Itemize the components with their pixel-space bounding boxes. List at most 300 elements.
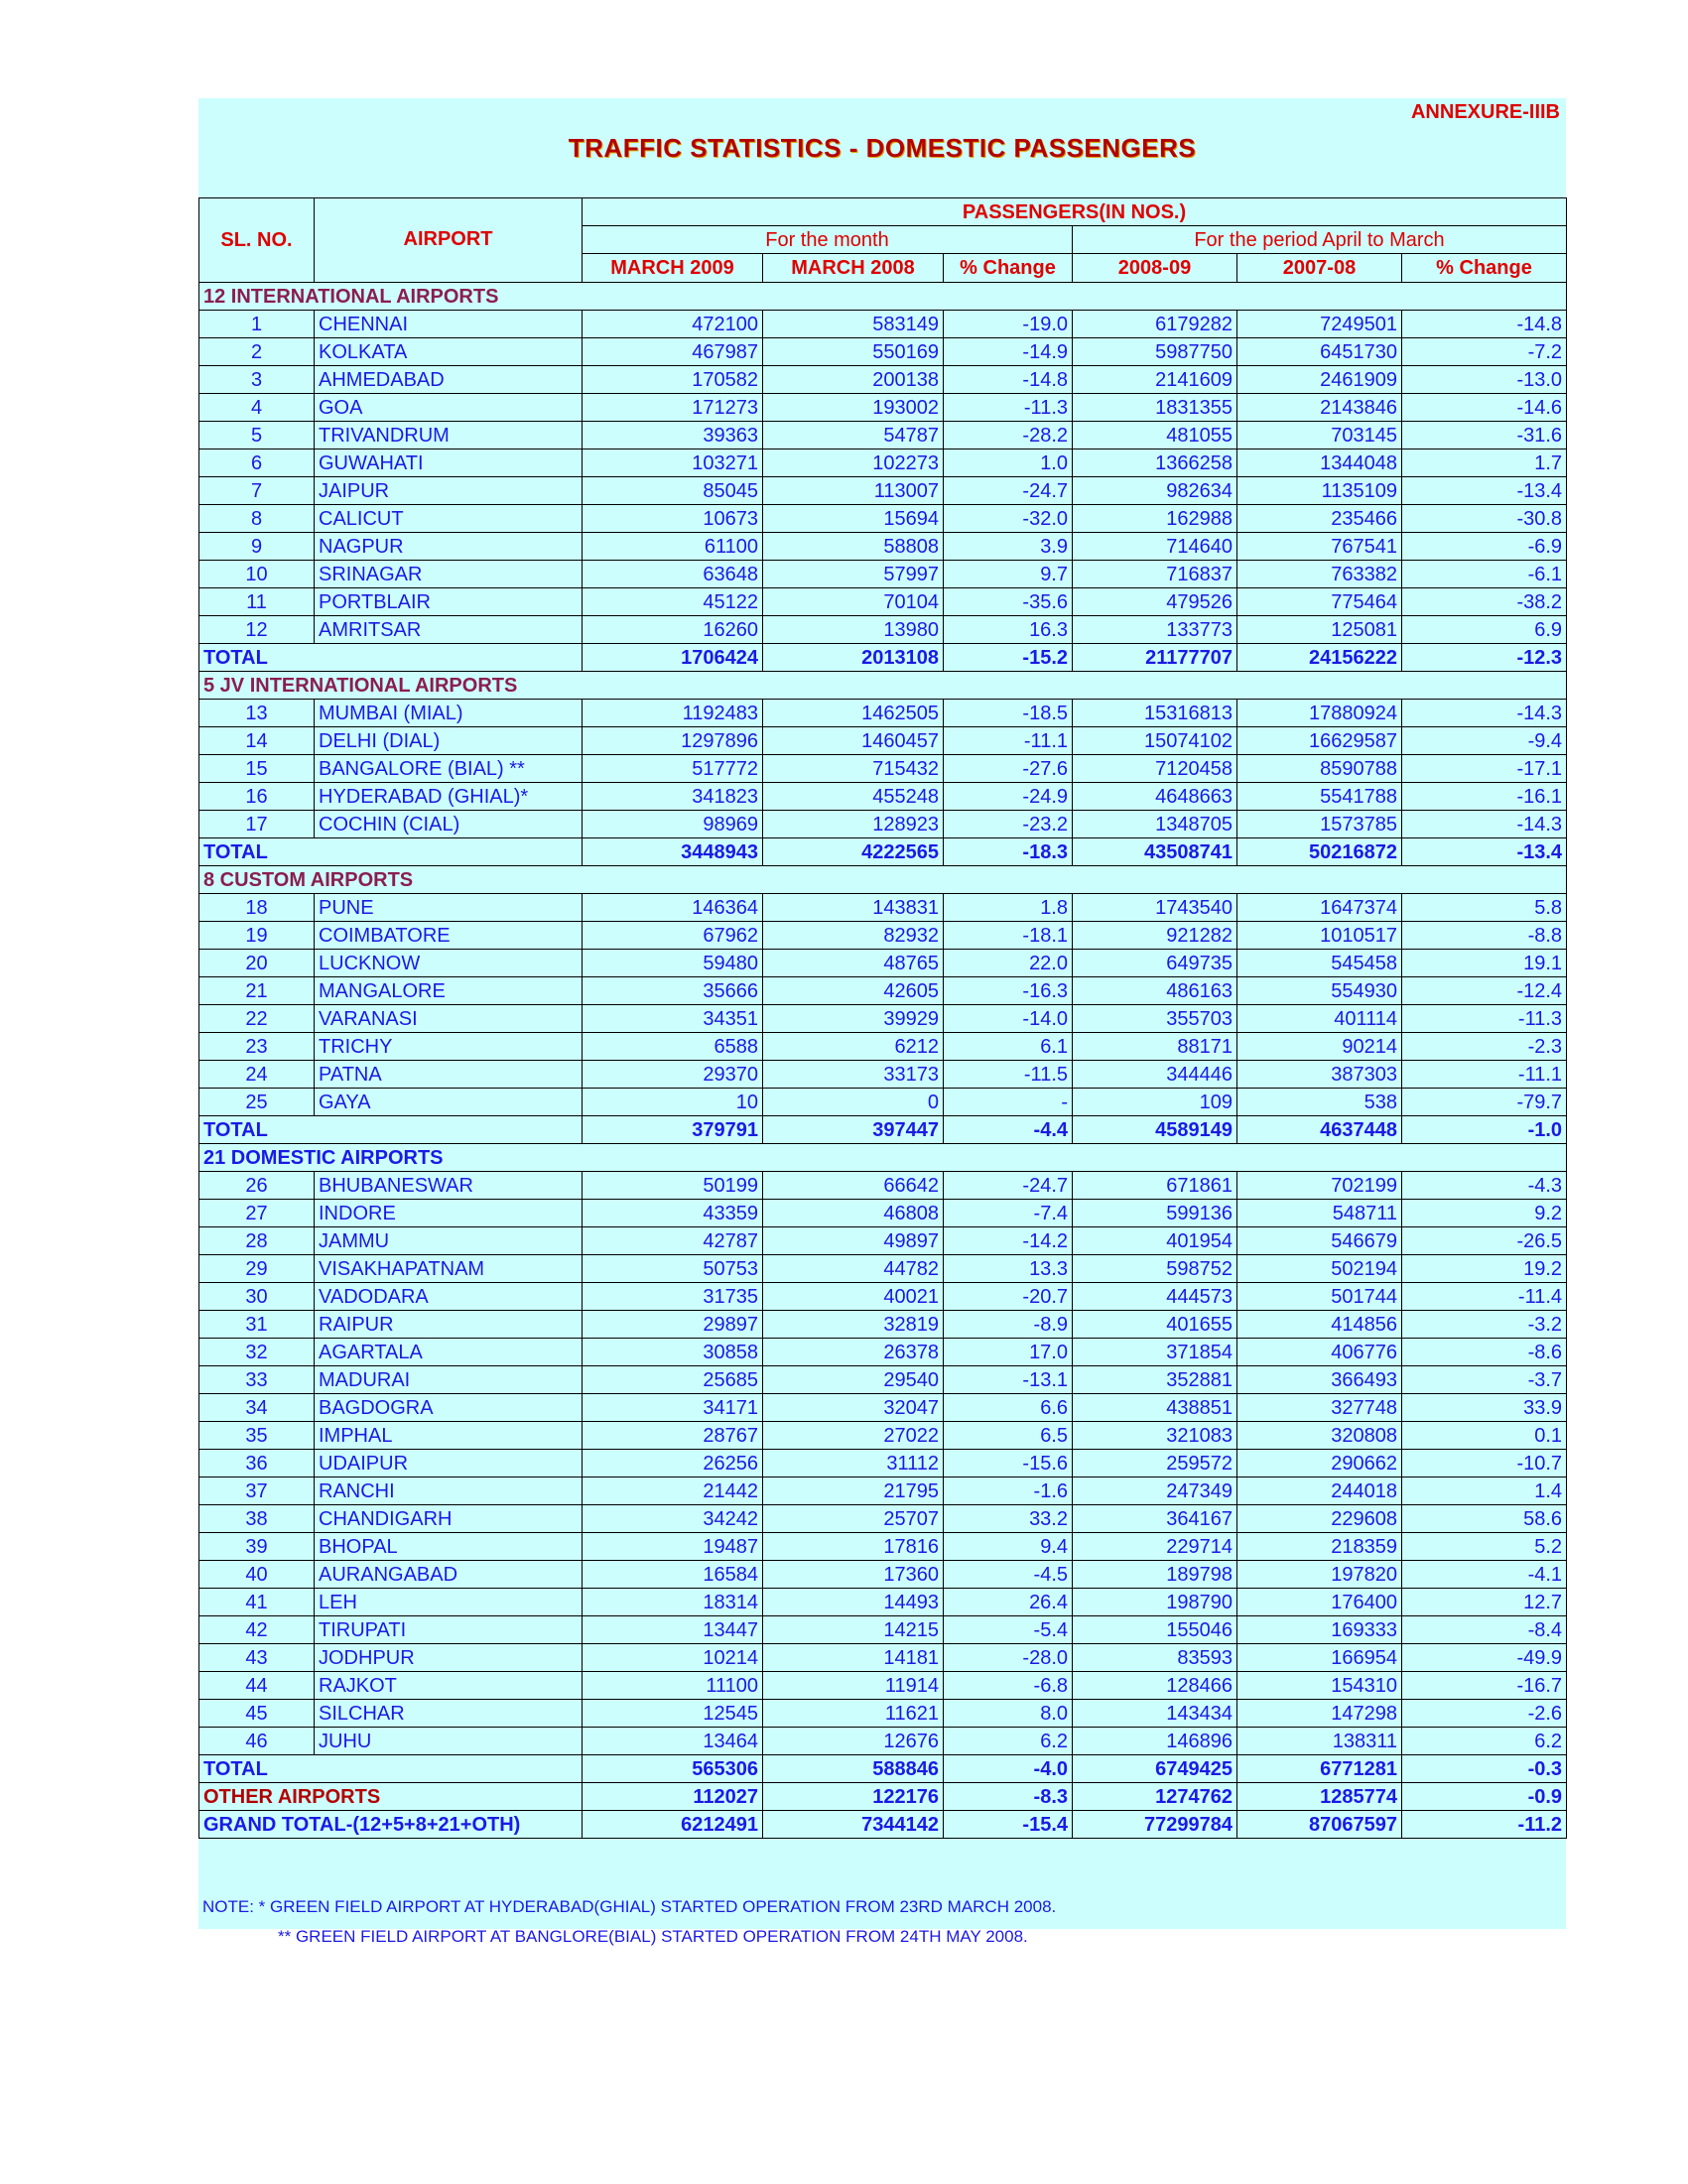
grand-total-row-value: 87067597 bbox=[1237, 1811, 1402, 1839]
airport-cell: GOA bbox=[315, 394, 583, 422]
period-change-cell: -10.7 bbox=[1402, 1450, 1567, 1477]
period-2008-09-cell: 259572 bbox=[1073, 1450, 1237, 1477]
month-change-cell: -35.6 bbox=[944, 588, 1073, 616]
total-value: 2013108 bbox=[763, 644, 944, 672]
period-change-cell: -13.0 bbox=[1402, 366, 1567, 394]
march-2008-cell: 1460457 bbox=[763, 727, 944, 755]
airport-cell: SILCHAR bbox=[315, 1700, 583, 1728]
march-2008-cell: 550169 bbox=[763, 338, 944, 366]
header-for-month: For the month bbox=[583, 226, 1073, 254]
table-row bbox=[199, 311, 1567, 338]
month-change-cell: -16.3 bbox=[944, 977, 1073, 1005]
sl-no-cell: 43 bbox=[199, 1644, 315, 1672]
march-2009-cell: 25685 bbox=[583, 1366, 763, 1394]
period-change-cell: -14.3 bbox=[1402, 811, 1567, 838]
period-2008-09-cell: 88171 bbox=[1073, 1033, 1237, 1061]
total-value: 6771281 bbox=[1237, 1755, 1402, 1783]
table-row bbox=[199, 894, 1567, 922]
march-2008-cell: 29540 bbox=[763, 1366, 944, 1394]
period-2008-09-cell: 481055 bbox=[1073, 422, 1237, 450]
sl-no-cell: 37 bbox=[199, 1477, 315, 1505]
airport-cell: MANGALORE bbox=[315, 977, 583, 1005]
header-period-change: % Change bbox=[1402, 254, 1567, 283]
airport-cell: SRINAGAR bbox=[315, 561, 583, 588]
airport-cell: JAMMU bbox=[315, 1227, 583, 1255]
march-2009-cell: 12545 bbox=[583, 1700, 763, 1728]
sl-no-cell: 1 bbox=[199, 311, 315, 338]
table-body bbox=[199, 198, 1567, 1839]
page-title: TRAFFIC STATISTICS - DOMESTIC PASSENGERS bbox=[568, 133, 1197, 163]
march-2009-cell: 59480 bbox=[583, 950, 763, 977]
table-row bbox=[199, 561, 1567, 588]
march-2008-cell: 32819 bbox=[763, 1311, 944, 1339]
table-row bbox=[199, 366, 1567, 394]
grand-total-row-value: 7344142 bbox=[763, 1811, 944, 1839]
month-change-cell: -28.0 bbox=[944, 1644, 1073, 1672]
airport-cell: TIRUPATI bbox=[315, 1616, 583, 1644]
sl-no-cell: 2 bbox=[199, 338, 315, 366]
period-2008-09-cell: 15316813 bbox=[1073, 700, 1237, 727]
sl-no-cell: 38 bbox=[199, 1505, 315, 1533]
period-2008-09-cell: 599136 bbox=[1073, 1200, 1237, 1227]
period-2008-09-cell: 438851 bbox=[1073, 1394, 1237, 1422]
section-total-row bbox=[199, 838, 1567, 866]
section-header-row bbox=[199, 866, 1567, 894]
table-row bbox=[199, 1422, 1567, 1450]
total-value: 4637448 bbox=[1237, 1116, 1402, 1144]
total-value: -13.4 bbox=[1402, 838, 1567, 866]
total-value: 565306 bbox=[583, 1755, 763, 1783]
period-2008-09-cell: 371854 bbox=[1073, 1339, 1237, 1366]
month-change-cell: -15.6 bbox=[944, 1450, 1073, 1477]
table-row bbox=[199, 422, 1567, 450]
march-2009-cell: 50753 bbox=[583, 1255, 763, 1283]
month-change-cell: 22.0 bbox=[944, 950, 1073, 977]
airport-cell: INDORE bbox=[315, 1200, 583, 1227]
march-2009-cell: 146364 bbox=[583, 894, 763, 922]
total-value: 4222565 bbox=[763, 838, 944, 866]
period-change-cell: -6.1 bbox=[1402, 561, 1567, 588]
march-2008-cell: 12676 bbox=[763, 1728, 944, 1755]
march-2009-cell: 6588 bbox=[583, 1033, 763, 1061]
march-2008-cell: 102273 bbox=[763, 450, 944, 477]
month-change-cell: -13.1 bbox=[944, 1366, 1073, 1394]
march-2008-cell: 11914 bbox=[763, 1672, 944, 1700]
section-total-row bbox=[199, 1755, 1567, 1783]
march-2009-cell: 31735 bbox=[583, 1283, 763, 1311]
period-change-cell: -31.6 bbox=[1402, 422, 1567, 450]
period-2008-09-cell: 1743540 bbox=[1073, 894, 1237, 922]
march-2009-cell: 50199 bbox=[583, 1172, 763, 1200]
period-change-cell: 33.9 bbox=[1402, 1394, 1567, 1422]
table-row bbox=[199, 1005, 1567, 1033]
sl-no-cell: 40 bbox=[199, 1561, 315, 1589]
section-title: 8 CUSTOM AIRPORTS bbox=[199, 866, 1567, 894]
period-change-cell: 0.1 bbox=[1402, 1422, 1567, 1450]
sl-no-cell: 28 bbox=[199, 1227, 315, 1255]
march-2009-cell: 341823 bbox=[583, 783, 763, 811]
march-2008-cell: 42605 bbox=[763, 977, 944, 1005]
section-title: 5 JV INTERNATIONAL AIRPORTS bbox=[199, 672, 1567, 700]
section-header-row bbox=[199, 283, 1567, 311]
period-change-cell: -13.4 bbox=[1402, 477, 1567, 505]
month-change-cell: -23.2 bbox=[944, 811, 1073, 838]
month-change-cell: 9.7 bbox=[944, 561, 1073, 588]
sl-no-cell: 25 bbox=[199, 1089, 315, 1116]
month-change-cell: -14.8 bbox=[944, 366, 1073, 394]
other-airports-row-value: 1274762 bbox=[1073, 1783, 1237, 1811]
sl-no-cell: 12 bbox=[199, 616, 315, 644]
month-change-cell: 8.0 bbox=[944, 1700, 1073, 1728]
period-2007-08-cell: 125081 bbox=[1237, 616, 1402, 644]
airport-cell: BHOPAL bbox=[315, 1533, 583, 1561]
sl-no-cell: 15 bbox=[199, 755, 315, 783]
grand-total-row-value: -15.4 bbox=[944, 1811, 1073, 1839]
section-title: 12 INTERNATIONAL AIRPORTS bbox=[199, 283, 1567, 311]
table-row bbox=[199, 1533, 1567, 1561]
table-row bbox=[199, 1061, 1567, 1089]
table-row bbox=[199, 1728, 1567, 1755]
month-change-cell: -4.5 bbox=[944, 1561, 1073, 1589]
sl-no-cell: 5 bbox=[199, 422, 315, 450]
month-change-cell: 6.1 bbox=[944, 1033, 1073, 1061]
march-2008-cell: 40021 bbox=[763, 1283, 944, 1311]
march-2008-cell: 82932 bbox=[763, 922, 944, 950]
table-row bbox=[199, 755, 1567, 783]
section-total-row bbox=[199, 644, 1567, 672]
period-change-cell: 1.4 bbox=[1402, 1477, 1567, 1505]
march-2009-cell: 1297896 bbox=[583, 727, 763, 755]
airport-cell: AGARTALA bbox=[315, 1339, 583, 1366]
march-2008-cell: 455248 bbox=[763, 783, 944, 811]
total-value: 43508741 bbox=[1073, 838, 1237, 866]
header-sl-no: SL. NO. bbox=[199, 198, 315, 283]
airport-cell: IMPHAL bbox=[315, 1422, 583, 1450]
month-change-cell: - bbox=[944, 1089, 1073, 1116]
period-change-cell: -14.3 bbox=[1402, 700, 1567, 727]
period-change-cell: -7.2 bbox=[1402, 338, 1567, 366]
table-row bbox=[199, 977, 1567, 1005]
period-2008-09-cell: 401954 bbox=[1073, 1227, 1237, 1255]
airport-cell: MUMBAI (MIAL) bbox=[315, 700, 583, 727]
table-row bbox=[199, 1366, 1567, 1394]
sl-no-cell: 11 bbox=[199, 588, 315, 616]
march-2009-cell: 67962 bbox=[583, 922, 763, 950]
sl-no-cell: 30 bbox=[199, 1283, 315, 1311]
table-row bbox=[199, 1700, 1567, 1728]
period-2007-08-cell: 702199 bbox=[1237, 1172, 1402, 1200]
sl-no-cell: 9 bbox=[199, 533, 315, 561]
total-value: 588846 bbox=[763, 1755, 944, 1783]
sl-no-cell: 17 bbox=[199, 811, 315, 838]
table-row bbox=[199, 922, 1567, 950]
total-label: TOTAL bbox=[199, 1116, 583, 1144]
period-2008-09-cell: 189798 bbox=[1073, 1561, 1237, 1589]
period-2007-08-cell: 90214 bbox=[1237, 1033, 1402, 1061]
airport-cell: MADURAI bbox=[315, 1366, 583, 1394]
period-2007-08-cell: 327748 bbox=[1237, 1394, 1402, 1422]
month-change-cell: 13.3 bbox=[944, 1255, 1073, 1283]
table-row bbox=[199, 1561, 1567, 1589]
march-2008-cell: 17816 bbox=[763, 1533, 944, 1561]
total-label: TOTAL bbox=[199, 644, 583, 672]
period-change-cell: -17.1 bbox=[1402, 755, 1567, 783]
period-change-cell: -8.6 bbox=[1402, 1339, 1567, 1366]
march-2008-cell: 15694 bbox=[763, 505, 944, 533]
period-change-cell: 6.9 bbox=[1402, 616, 1567, 644]
month-change-cell: 6.2 bbox=[944, 1728, 1073, 1755]
total-label: TOTAL bbox=[199, 838, 583, 866]
month-change-cell: -18.1 bbox=[944, 922, 1073, 950]
period-change-cell: -3.2 bbox=[1402, 1311, 1567, 1339]
airport-cell: RANCHI bbox=[315, 1477, 583, 1505]
total-value: -1.0 bbox=[1402, 1116, 1567, 1144]
period-2007-08-cell: 138311 bbox=[1237, 1728, 1402, 1755]
period-2007-08-cell: 401114 bbox=[1237, 1005, 1402, 1033]
month-change-cell: -27.6 bbox=[944, 755, 1073, 783]
month-change-cell: -14.0 bbox=[944, 1005, 1073, 1033]
airport-cell: CALICUT bbox=[315, 505, 583, 533]
march-2008-cell: 21795 bbox=[763, 1477, 944, 1505]
month-change-cell: 16.3 bbox=[944, 616, 1073, 644]
header-march-2008: MARCH 2008 bbox=[763, 254, 944, 283]
section-header-row bbox=[199, 1144, 1567, 1172]
period-2008-09-cell: 5987750 bbox=[1073, 338, 1237, 366]
march-2008-cell: 25707 bbox=[763, 1505, 944, 1533]
sl-no-cell: 6 bbox=[199, 450, 315, 477]
period-2008-09-cell: 486163 bbox=[1073, 977, 1237, 1005]
sl-no-cell: 29 bbox=[199, 1255, 315, 1283]
march-2008-cell: 58808 bbox=[763, 533, 944, 561]
period-2007-08-cell: 320808 bbox=[1237, 1422, 1402, 1450]
period-2007-08-cell: 548711 bbox=[1237, 1200, 1402, 1227]
period-change-cell: 58.6 bbox=[1402, 1505, 1567, 1533]
month-change-cell: -8.9 bbox=[944, 1311, 1073, 1339]
airport-cell: VISAKHAPATNAM bbox=[315, 1255, 583, 1283]
march-2009-cell: 19487 bbox=[583, 1533, 763, 1561]
airport-cell: HYDERABAD (GHIAL)* bbox=[315, 783, 583, 811]
march-2009-cell: 170582 bbox=[583, 366, 763, 394]
sl-no-cell: 4 bbox=[199, 394, 315, 422]
table-row bbox=[199, 700, 1567, 727]
period-2008-09-cell: 155046 bbox=[1073, 1616, 1237, 1644]
header-march-2009: MARCH 2009 bbox=[583, 254, 763, 283]
sl-no-cell: 13 bbox=[199, 700, 315, 727]
period-2008-09-cell: 2141609 bbox=[1073, 366, 1237, 394]
airport-cell: LEH bbox=[315, 1589, 583, 1616]
grand-total-row bbox=[199, 1811, 1567, 1839]
total-value: 50216872 bbox=[1237, 838, 1402, 866]
table-row bbox=[199, 1200, 1567, 1227]
period-2008-09-cell: 352881 bbox=[1073, 1366, 1237, 1394]
march-2008-cell: 14493 bbox=[763, 1589, 944, 1616]
march-2008-cell: 1462505 bbox=[763, 700, 944, 727]
period-change-cell: 1.7 bbox=[1402, 450, 1567, 477]
airport-cell: UDAIPUR bbox=[315, 1450, 583, 1477]
march-2009-cell: 13447 bbox=[583, 1616, 763, 1644]
section-title: 21 DOMESTIC AIRPORTS bbox=[199, 1144, 1567, 1172]
table-row bbox=[199, 1672, 1567, 1700]
sl-no-cell: 39 bbox=[199, 1533, 315, 1561]
period-2007-08-cell: 545458 bbox=[1237, 950, 1402, 977]
month-change-cell: -7.4 bbox=[944, 1200, 1073, 1227]
annexure-label: ANNEXURE-IIIB bbox=[1410, 101, 1560, 123]
march-2009-cell: 13464 bbox=[583, 1728, 763, 1755]
month-change-cell: -18.5 bbox=[944, 700, 1073, 727]
march-2009-cell: 29370 bbox=[583, 1061, 763, 1089]
period-2007-08-cell: 767541 bbox=[1237, 533, 1402, 561]
march-2009-cell: 467987 bbox=[583, 338, 763, 366]
period-change-cell: 12.7 bbox=[1402, 1589, 1567, 1616]
period-change-cell: -38.2 bbox=[1402, 588, 1567, 616]
grand-total-row-value: 77299784 bbox=[1073, 1811, 1237, 1839]
sl-no-cell: 20 bbox=[199, 950, 315, 977]
period-2007-08-cell: 1344048 bbox=[1237, 450, 1402, 477]
period-2007-08-cell: 1647374 bbox=[1237, 894, 1402, 922]
march-2009-cell: 21442 bbox=[583, 1477, 763, 1505]
march-2009-cell: 18314 bbox=[583, 1589, 763, 1616]
period-change-cell: -30.8 bbox=[1402, 505, 1567, 533]
march-2009-cell: 43359 bbox=[583, 1200, 763, 1227]
period-change-cell: -26.5 bbox=[1402, 1227, 1567, 1255]
march-2009-cell: 10214 bbox=[583, 1644, 763, 1672]
period-2008-09-cell: 1831355 bbox=[1073, 394, 1237, 422]
airport-cell: JUHU bbox=[315, 1728, 583, 1755]
march-2008-cell: 57997 bbox=[763, 561, 944, 588]
period-change-cell: -14.8 bbox=[1402, 311, 1567, 338]
period-change-cell: -4.3 bbox=[1402, 1172, 1567, 1200]
period-2008-09-cell: 671861 bbox=[1073, 1172, 1237, 1200]
march-2009-cell: 1192483 bbox=[583, 700, 763, 727]
period-change-cell: 6.2 bbox=[1402, 1728, 1567, 1755]
header-2007-08: 2007-08 bbox=[1237, 254, 1402, 283]
month-change-cell: -19.0 bbox=[944, 311, 1073, 338]
month-change-cell: -5.4 bbox=[944, 1616, 1073, 1644]
sl-no-cell: 19 bbox=[199, 922, 315, 950]
header-airport: AIRPORT bbox=[315, 198, 583, 283]
period-2007-08-cell: 169333 bbox=[1237, 1616, 1402, 1644]
table-row bbox=[199, 505, 1567, 533]
airport-cell: JAIPUR bbox=[315, 477, 583, 505]
march-2009-cell: 42787 bbox=[583, 1227, 763, 1255]
table-row bbox=[199, 811, 1567, 838]
march-2008-cell: 0 bbox=[763, 1089, 944, 1116]
total-value: 24156222 bbox=[1237, 644, 1402, 672]
airport-cell: CHANDIGARH bbox=[315, 1505, 583, 1533]
period-2007-08-cell: 1135109 bbox=[1237, 477, 1402, 505]
march-2009-cell: 45122 bbox=[583, 588, 763, 616]
table-row bbox=[199, 1394, 1567, 1422]
airport-cell: RAJKOT bbox=[315, 1672, 583, 1700]
period-2007-08-cell: 16629587 bbox=[1237, 727, 1402, 755]
table-row bbox=[199, 450, 1567, 477]
airport-cell: BANGALORE (BIAL) ** bbox=[315, 755, 583, 783]
period-2008-09-cell: 247349 bbox=[1073, 1477, 1237, 1505]
sl-no-cell: 33 bbox=[199, 1366, 315, 1394]
month-change-cell: 17.0 bbox=[944, 1339, 1073, 1366]
march-2008-cell: 13980 bbox=[763, 616, 944, 644]
period-2007-08-cell: 154310 bbox=[1237, 1672, 1402, 1700]
period-2008-09-cell: 401655 bbox=[1073, 1311, 1237, 1339]
period-2008-09-cell: 198790 bbox=[1073, 1589, 1237, 1616]
other-airports-row-value: -8.3 bbox=[944, 1783, 1073, 1811]
period-change-cell: -9.4 bbox=[1402, 727, 1567, 755]
month-change-cell: -14.2 bbox=[944, 1227, 1073, 1255]
period-change-cell: 5.2 bbox=[1402, 1533, 1567, 1561]
sl-no-cell: 24 bbox=[199, 1061, 315, 1089]
period-change-cell: -79.7 bbox=[1402, 1089, 1567, 1116]
sl-no-cell: 3 bbox=[199, 366, 315, 394]
period-2007-08-cell: 6451730 bbox=[1237, 338, 1402, 366]
total-value: 1706424 bbox=[583, 644, 763, 672]
march-2009-cell: 10673 bbox=[583, 505, 763, 533]
airport-cell: DELHI (DIAL) bbox=[315, 727, 583, 755]
month-change-cell: -24.7 bbox=[944, 1172, 1073, 1200]
month-change-cell: 26.4 bbox=[944, 1589, 1073, 1616]
total-label: TOTAL bbox=[199, 1755, 583, 1783]
total-value: 6749425 bbox=[1073, 1755, 1237, 1783]
march-2009-cell: 29897 bbox=[583, 1311, 763, 1339]
airport-cell: COIMBATORE bbox=[315, 922, 583, 950]
march-2008-cell: 128923 bbox=[763, 811, 944, 838]
sl-no-cell: 18 bbox=[199, 894, 315, 922]
note-2: ** GREEN FIELD AIRPORT AT BANGLORE(BIAL) STARTED OPERATION FROM 24TH MAY 2008. bbox=[278, 1927, 1028, 1946]
march-2008-cell: 46808 bbox=[763, 1200, 944, 1227]
march-2008-cell: 193002 bbox=[763, 394, 944, 422]
march-2008-cell: 32047 bbox=[763, 1394, 944, 1422]
march-2009-cell: 85045 bbox=[583, 477, 763, 505]
period-2007-08-cell: 502194 bbox=[1237, 1255, 1402, 1283]
table-row bbox=[199, 1505, 1567, 1533]
march-2008-cell: 27022 bbox=[763, 1422, 944, 1450]
march-2008-cell: 14181 bbox=[763, 1644, 944, 1672]
period-2008-09-cell: 162988 bbox=[1073, 505, 1237, 533]
total-value: -15.2 bbox=[944, 644, 1073, 672]
airport-cell: JODHPUR bbox=[315, 1644, 583, 1672]
march-2009-cell: 26256 bbox=[583, 1450, 763, 1477]
airport-cell: VADODARA bbox=[315, 1283, 583, 1311]
march-2009-cell: 517772 bbox=[583, 755, 763, 783]
period-change-cell: -49.9 bbox=[1402, 1644, 1567, 1672]
march-2008-cell: 70104 bbox=[763, 588, 944, 616]
march-2008-cell: 11621 bbox=[763, 1700, 944, 1728]
period-2008-09-cell: 714640 bbox=[1073, 533, 1237, 561]
period-2007-08-cell: 2143846 bbox=[1237, 394, 1402, 422]
march-2009-cell: 10 bbox=[583, 1089, 763, 1116]
table-row bbox=[199, 727, 1567, 755]
month-change-cell: -1.6 bbox=[944, 1477, 1073, 1505]
march-2008-cell: 6212 bbox=[763, 1033, 944, 1061]
airport-cell: PORTBLAIR bbox=[315, 588, 583, 616]
month-change-cell: -11.1 bbox=[944, 727, 1073, 755]
period-2008-09-cell: 1348705 bbox=[1073, 811, 1237, 838]
month-change-cell: 6.5 bbox=[944, 1422, 1073, 1450]
period-change-cell: -8.4 bbox=[1402, 1616, 1567, 1644]
table-row bbox=[199, 783, 1567, 811]
sl-no-cell: 8 bbox=[199, 505, 315, 533]
month-change-cell: -24.9 bbox=[944, 783, 1073, 811]
table-row bbox=[199, 533, 1567, 561]
airport-cell: PATNA bbox=[315, 1061, 583, 1089]
march-2008-cell: 39929 bbox=[763, 1005, 944, 1033]
period-2008-09-cell: 364167 bbox=[1073, 1505, 1237, 1533]
period-2007-08-cell: 775464 bbox=[1237, 588, 1402, 616]
table-row bbox=[199, 1339, 1567, 1366]
period-2007-08-cell: 244018 bbox=[1237, 1477, 1402, 1505]
total-value: 4589149 bbox=[1073, 1116, 1237, 1144]
month-change-cell: 9.4 bbox=[944, 1533, 1073, 1561]
period-change-cell: 9.2 bbox=[1402, 1200, 1567, 1227]
